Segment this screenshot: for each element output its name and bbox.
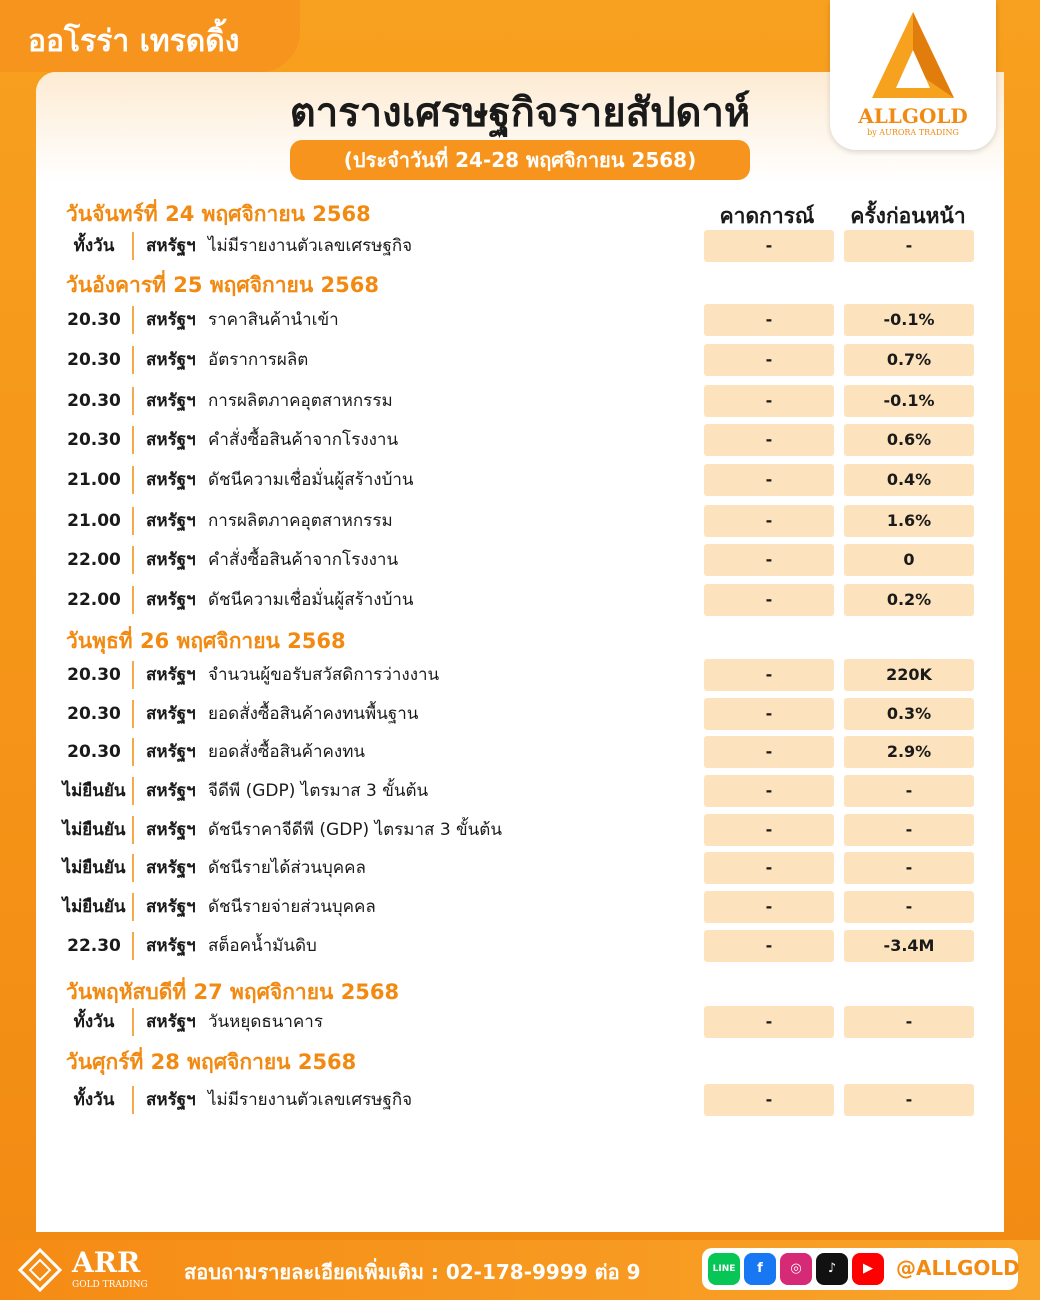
table-row	[56, 1006, 986, 1038]
table-row	[56, 736, 986, 768]
previous-value: -0.1%	[844, 304, 974, 336]
row-separator	[132, 777, 134, 805]
event-time: ไม่ยืนยัน	[62, 820, 126, 840]
table-row	[56, 698, 986, 730]
event-country: สหรัฐฯ	[146, 350, 196, 370]
event-name: วันหยุดธนาคาร	[208, 1012, 323, 1032]
tiktok-icon[interactable]: ♪	[816, 1253, 848, 1285]
event-name: ดัชนีรายจ่ายส่วนบุคคล	[208, 897, 376, 917]
forecast-value: -	[704, 304, 834, 336]
forecast-value: -	[704, 659, 834, 691]
table-row	[56, 814, 986, 846]
table-row	[56, 464, 986, 496]
previous-value: -	[844, 852, 974, 884]
event-name: ยอดสั่งซื้อสินค้าคงทนพื้นฐาน	[208, 704, 419, 724]
row-separator	[132, 854, 134, 882]
brand-tab	[0, 0, 300, 72]
table-row	[56, 424, 986, 456]
event-time: 20.30	[67, 391, 121, 411]
row-separator	[132, 426, 134, 454]
row-separator	[132, 738, 134, 766]
event-time: ไม่ยืนยัน	[62, 858, 126, 878]
previous-value: -0.1%	[844, 385, 974, 417]
event-country: สหรัฐฯ	[146, 820, 196, 840]
forecast-value: -	[704, 852, 834, 884]
event-time: ทั้งวัน	[73, 1012, 115, 1032]
event-country: สหรัฐฯ	[146, 236, 196, 256]
event-name: คำสั่งซื้อสินค้าจากโรงงาน	[208, 550, 399, 570]
table-row	[56, 852, 986, 884]
forecast-value: -	[704, 230, 834, 262]
event-time: 21.00	[67, 470, 121, 490]
previous-value: 0.4%	[844, 464, 974, 496]
forecast-value: -	[704, 505, 834, 537]
forecast-value: -	[704, 544, 834, 576]
row-separator	[132, 387, 134, 415]
page-title: ตารางเศรษฐกิจรายสัปดาห์	[289, 90, 751, 136]
arr-diamond-icon	[18, 1248, 62, 1292]
event-country: สหรัฐฯ	[146, 1012, 196, 1032]
event-name: ดัชนีความเชื่อมั่นผู้สร้างบ้าน	[208, 470, 414, 490]
event-name: การผลิตภาคอุตสาหกรรม	[208, 511, 393, 531]
logo-name: ALLGOLD	[858, 104, 968, 128]
row-separator	[132, 1008, 134, 1036]
event-time: ไม่ยืนยัน	[62, 781, 126, 801]
forecast-value: -	[704, 584, 834, 616]
social-handle: @ALLGOLD	[896, 1256, 1020, 1280]
youtube-icon[interactable]: ▶	[852, 1253, 884, 1285]
table-row	[56, 505, 986, 537]
day-heading: วันพุธที่ 26 พฤศจิกายน 2568	[66, 629, 346, 653]
table-row	[56, 230, 986, 262]
row-separator	[132, 306, 134, 334]
row-separator	[132, 466, 134, 494]
event-country: สหรัฐฯ	[146, 310, 196, 330]
row-separator	[132, 816, 134, 844]
event-time: 20.30	[67, 665, 121, 685]
event-time: 22.00	[67, 550, 121, 570]
event-name: ไม่มีรายงานตัวเลขเศรษฐกิจ	[208, 236, 413, 256]
row-separator	[132, 586, 134, 614]
event-country: สหรัฐฯ	[146, 704, 196, 724]
table-row	[56, 344, 986, 376]
date-range-badge: (ประจำวันที่ 24-28 พฤศจิกายน 2568)	[290, 140, 750, 180]
allgold-triangle-icon	[870, 10, 956, 100]
day-heading: วันศุกร์ที่ 28 พฤศจิกายน 2568	[66, 1050, 357, 1074]
table-row	[56, 659, 986, 691]
event-time: 20.30	[67, 430, 121, 450]
previous-value: -	[844, 775, 974, 807]
event-country: สหรัฐฯ	[146, 511, 196, 531]
event-country: สหรัฐฯ	[146, 430, 196, 450]
previous-value: -	[844, 891, 974, 923]
brand-name: ออโรร่า เทรดดิ้ง	[28, 24, 240, 59]
event-country: สหรัฐฯ	[146, 781, 196, 801]
row-separator	[132, 232, 134, 260]
event-name: สต็อคน้ำมันดิบ	[208, 936, 317, 956]
row-separator	[132, 507, 134, 535]
previous-value: 0.6%	[844, 424, 974, 456]
event-name: คำสั่งซื้อสินค้าจากโรงงาน	[208, 430, 399, 450]
forecast-value: -	[704, 775, 834, 807]
allgold-logo	[830, 0, 996, 150]
table-row	[56, 891, 986, 923]
day-heading: วันอังคารที่ 25 พฤศจิกายน 2568	[66, 273, 379, 297]
event-country: สหรัฐฯ	[146, 897, 196, 917]
event-time: 20.30	[67, 350, 121, 370]
instagram-icon[interactable]: ◎	[780, 1253, 812, 1285]
previous-value: 0.2%	[844, 584, 974, 616]
event-time: 20.30	[67, 310, 121, 330]
event-time: 20.30	[67, 704, 121, 724]
facebook-icon[interactable]: f	[744, 1253, 776, 1285]
event-name: การผลิตภาคอุตสาหกรรม	[208, 391, 393, 411]
forecast-value: -	[704, 930, 834, 962]
event-country: สหรัฐฯ	[146, 590, 196, 610]
event-name: ดัชนีราคาจีดีพี (GDP) ไตรมาส 3 ขั้นต้น	[208, 820, 502, 840]
previous-value: -	[844, 814, 974, 846]
event-time: 20.30	[67, 742, 121, 762]
event-name: ไม่มีรายงานตัวเลขเศรษฐกิจ	[208, 1090, 413, 1110]
previous-value: 1.6%	[844, 505, 974, 537]
event-country: สหรัฐฯ	[146, 391, 196, 411]
event-time: 22.00	[67, 590, 121, 610]
row-separator	[132, 661, 134, 689]
forecast-value: -	[704, 736, 834, 768]
line-icon[interactable]: LINE	[708, 1253, 740, 1285]
event-time: 22.30	[67, 936, 121, 956]
forecast-value: -	[704, 1084, 834, 1116]
day-heading: วันจันทร์ที่ 24 พฤศจิกายน 2568	[66, 202, 371, 226]
day-heading: วันพฤหัสบดีที่ 27 พฤศจิกายน 2568	[66, 980, 400, 1004]
event-name: จำนวนผู้ขอรับสวัสดิการว่างงาน	[208, 665, 440, 685]
previous-value: -3.4M	[844, 930, 974, 962]
contact-info: สอบถามรายละเอียดเพิ่มเติม : 02-178-9999 ต่อ 9	[184, 1260, 641, 1284]
previous-value: -	[844, 1084, 974, 1116]
previous-value: 220K	[844, 659, 974, 691]
forecast-column-header: คาดการณ์	[719, 204, 815, 228]
table-row	[56, 1084, 986, 1116]
forecast-value: -	[704, 698, 834, 730]
previous-value: 0.7%	[844, 344, 974, 376]
event-name: ดัชนีความเชื่อมั่นผู้สร้างบ้าน	[208, 590, 414, 610]
forecast-value: -	[704, 385, 834, 417]
event-time: ทั้งวัน	[73, 1090, 115, 1110]
event-country: สหรัฐฯ	[146, 470, 196, 490]
arr-subtitle: GOLD TRADING	[72, 1280, 148, 1290]
event-country: สหรัฐฯ	[146, 550, 196, 570]
row-separator	[132, 893, 134, 921]
event-name: ยอดสั่งซื้อสินค้าคงทน	[208, 742, 366, 762]
event-name: จีดีพี (GDP) ไตรมาส 3 ขั้นต้น	[208, 781, 429, 801]
event-time: ทั้งวัน	[73, 236, 115, 256]
row-separator	[132, 346, 134, 374]
forecast-value: -	[704, 464, 834, 496]
row-separator	[132, 932, 134, 960]
table-row	[56, 584, 986, 616]
event-name: ราคาสินค้านำเข้า	[208, 310, 339, 330]
previous-value: 0	[844, 544, 974, 576]
previous-value: 0.3%	[844, 698, 974, 730]
event-name: ดัชนีรายได้ส่วนบุคคล	[208, 858, 366, 878]
table-row	[56, 775, 986, 807]
table-row	[56, 930, 986, 962]
event-country: สหรัฐฯ	[146, 665, 196, 685]
event-country: สหรัฐฯ	[146, 858, 196, 878]
table-row	[56, 385, 986, 417]
row-separator	[132, 700, 134, 728]
table-row	[56, 304, 986, 336]
previous-column-header: ครั้งก่อนหน้า	[850, 204, 966, 228]
event-country: สหรัฐฯ	[146, 742, 196, 762]
event-country: สหรัฐฯ	[146, 1090, 196, 1110]
event-time: ไม่ยืนยัน	[62, 897, 126, 917]
row-separator	[132, 1086, 134, 1114]
forecast-value: -	[704, 344, 834, 376]
forecast-value: -	[704, 891, 834, 923]
arr-name: ARR	[72, 1246, 141, 1279]
logo-subtitle: by AURORA TRADING	[867, 128, 959, 137]
event-name: อัตราการผลิต	[208, 350, 309, 370]
forecast-value: -	[704, 1006, 834, 1038]
table-row	[56, 544, 986, 576]
previous-value: -	[844, 230, 974, 262]
forecast-value: -	[704, 814, 834, 846]
event-country: สหรัฐฯ	[146, 936, 196, 956]
previous-value: -	[844, 1006, 974, 1038]
previous-value: 2.9%	[844, 736, 974, 768]
event-time: 21.00	[67, 511, 121, 531]
row-separator	[132, 546, 134, 574]
forecast-value: -	[704, 424, 834, 456]
